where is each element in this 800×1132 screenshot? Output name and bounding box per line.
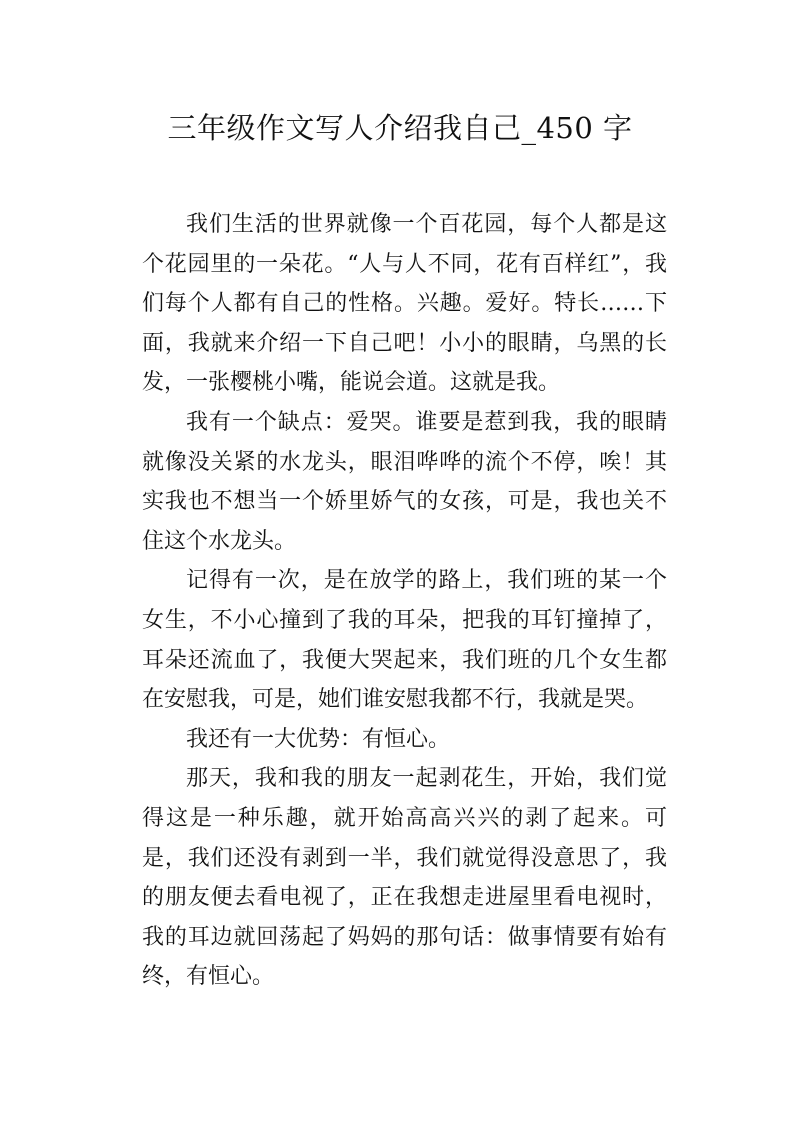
- paragraph: 我还有一大优势：有恒心。: [186, 726, 451, 752]
- paragraph: 我有一个缺点：爱哭。谁要是惹到我，我的眼睛就像没关紧的水龙头，眼泪哗哗的流个不停，唉！其实我也不想当一个娇里娇气的女孩，可是，我也关不住这个水龙头。: [142, 409, 667, 554]
- document-title: 三年级作文写人介绍我自己_450 字: [167, 111, 633, 145]
- paragraph: 记得有一次，是在放学的路上，我们班的某一个女生，不小心撞到了我的耳朵，把我的耳钉撞掉了，耳朵还流血了，我便大哭起来，我们班的几个女生都在安慰我，可是，她们谁安慰我都不行，我就是哭。: [142, 568, 667, 713]
- paragraph: 那天，我和我的朋友一起剥花生，开始，我们觉得这是一种乐趣，就开始高高兴兴的剥了起来。可是，我们还没有剥到一半，我们就觉得没意思了，我的朋友便去看电视了，正在我想走进屋里看电视时，我的耳边就回荡起了妈妈的那句话：做事情要有始有终，有恒心。: [142, 766, 667, 990]
- paragraph: 我们生活的世界就像一个百花园，每个人都是这个花园里的一朵花。“人与人不同，花有百样红”，我们每个人都有自己的性格。兴趣。爱好。特长……下面，我就来介绍一下自己吧！小小的眼睛，乌黑的长发，一张樱桃小嘴，能说会道。这就是我。: [142, 212, 667, 396]
- document-body: [142, 205, 667, 997]
